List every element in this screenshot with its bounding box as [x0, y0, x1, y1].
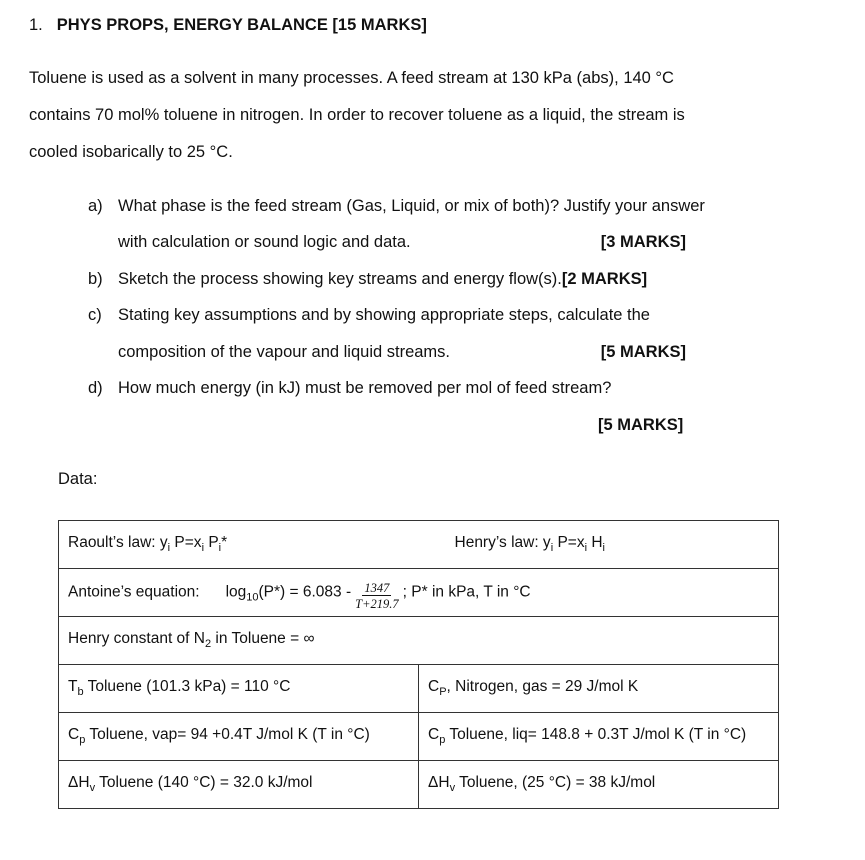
question-c-label: c): [88, 306, 102, 324]
intro-line-3: cooled isobarically to 25 °C.: [29, 143, 233, 161]
data-table: [58, 520, 779, 809]
henry-law-cell: Henry’s law: $y_i$ $P=x_i$ $H_i$: [419, 521, 779, 569]
table-row: [59, 761, 779, 809]
dhv-140-cell: $\Delta H_v$ Toluene (140 °C) = 32.0 kJ/mol: [59, 761, 419, 809]
raoult-law-cell: Raoult’s law: $y_i$ $P=x_i$ $P_i*$: [59, 521, 419, 569]
question-a-marks: [3 MARKS]: [600, 233, 686, 251]
henry-constant-cell: Henry constant of $N_2$ in Toluene = ∞: [59, 617, 779, 665]
antoine-equation-cell: Antoine’s equation: $\log_{10}(P*) = 6.083$ - $\frac{1347}{T+219.7}$ ; P* in kPa, T in °C: [59, 569, 779, 617]
cp-toluene-liq-cell: $C_p$ Toluene, liq= 148.8 + 0.3T J/mol K (T in °C): [419, 713, 779, 761]
question-c-line-2: composition of the vapour and liquid streams.: [118, 343, 451, 361]
question-b-marks: [2 MARKS]: [561, 270, 648, 288]
question-a-label: a): [88, 197, 103, 215]
table-row: [59, 617, 779, 665]
question-b-row: [118, 270, 647, 289]
boiling-point-cell: $T_b$ Toluene (101.3 kPa) = 110 °C: [59, 665, 419, 713]
question-a-line-2-row: [118, 233, 686, 252]
question-b-line-1: Sketch the process showing key streams and energy flow(s).: [118, 270, 562, 288]
question-a-line-1: What phase is the feed stream (Gas, Liquid, or mix of both)? Justify your answer: [118, 197, 705, 215]
antoine-fraction: $\frac{1347}{T+219.7}$: [355, 581, 399, 611]
question-heading: [29, 16, 427, 35]
table-row: [59, 569, 779, 617]
cp-toluene-vap-cell: $C_p$ Toluene, vap= 94 +0.4T J/mol K (T in °C): [59, 713, 419, 761]
antoine-units: ; P* in kPa, T in °C: [402, 583, 531, 601]
cp-nitrogen-cell: $C_P$, Nitrogen, gas = 29 J/mol K: [419, 665, 779, 713]
question-d-line-1: How much energy (in kJ) must be removed per mol of feed stream?: [118, 379, 612, 397]
intro-line-1: Toluene is used as a solvent in many processes. A feed stream at 130 kPa (abs), 140 °C: [29, 69, 674, 87]
table-row: [59, 713, 779, 761]
question-d-label: d): [88, 379, 103, 397]
intro-line-2: contains 70 mol% toluene in nitrogen. In order to recover toluene as a liquid, the stream is: [29, 106, 685, 124]
dhv-25-cell: $\Delta H_v$ Toluene, (25 °C) = 38 kJ/mol: [419, 761, 779, 809]
table-row: [59, 665, 779, 713]
question-c-marks: [5 MARKS]: [600, 343, 686, 361]
question-b-label: b): [88, 270, 103, 288]
question-number: 1.: [29, 16, 43, 34]
table-row: [59, 521, 779, 569]
antoine-label: Antoine’s equation:: [68, 583, 200, 601]
question-a-line-2: with calculation or sound logic and data.: [118, 233, 411, 251]
question-title: PHYS PROPS, ENERGY BALANCE [15 MARKS]: [56, 16, 427, 34]
question-c-line-2-row: [118, 343, 686, 362]
question-c-line-1: Stating key assumptions and by showing appropriate steps, calculate the: [118, 306, 650, 324]
data-label: Data:: [58, 470, 98, 488]
question-d-marks: [5 MARKS]: [598, 416, 684, 434]
